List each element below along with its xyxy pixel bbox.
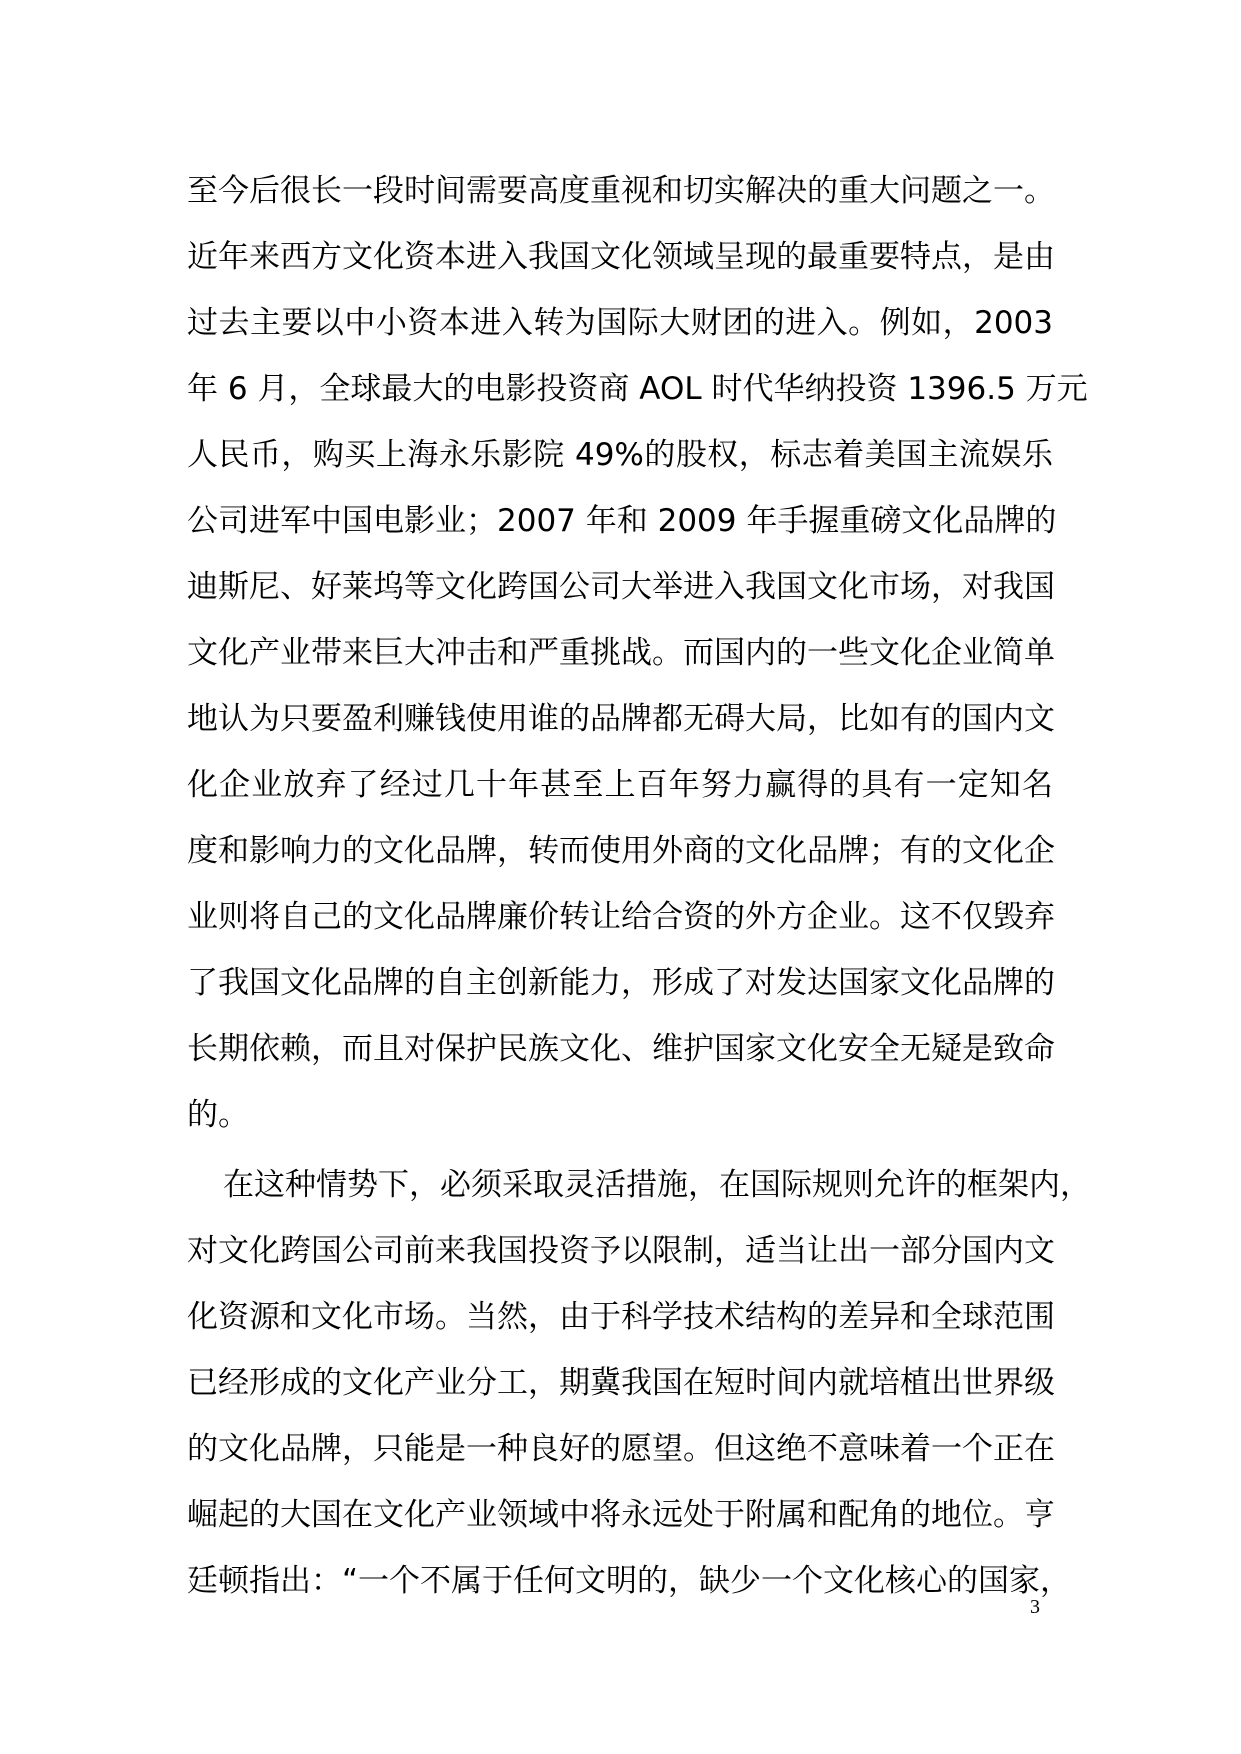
text-line: 人民币，购买上海永乐影院 49%的股权，标志着美国主流娱乐 xyxy=(187,437,1053,473)
text-line: 了我国文化品牌的自主创新能力，形成了对发达国家文化品牌的 xyxy=(187,965,1055,1001)
paragraph-2 xyxy=(187,1152,1091,1614)
text-line: 的文化品牌，只能是一种良好的愿望。但这绝不意味着一个正在 xyxy=(187,1431,1055,1467)
text-line: 文化产业带来巨大冲击和严重挑战。而国内的一些文化企业简单 xyxy=(187,635,1055,671)
text-line: 已经形成的文化产业分工，期冀我国在短时间内就培植出世界级 xyxy=(187,1365,1055,1401)
text-line: 业则将自己的文化品牌廉价转让给合资的外方企业。这不仅毁弃 xyxy=(187,899,1055,935)
text-line: 年 6 月，全球最大的电影投资商 AOL 时代华纳投资 1396.5 万元 xyxy=(187,371,1088,407)
text-line: 过去主要以中小资本进入转为国际大财团的进入。例如，2003 xyxy=(187,305,1053,341)
text-body xyxy=(187,158,1091,1614)
text-line: 化企业放弃了经过几十年甚至上百年努力赢得的具有一定知名 xyxy=(187,767,1053,803)
text-line: 公司进军中国电影业；2007 年和 2009 年手握重磅文化品牌的 xyxy=(187,503,1057,539)
text-line: 至今后很长一段时间需要高度重视和切实解决的重大问题之一。 xyxy=(187,173,1055,209)
page-number: 3 xyxy=(1030,1596,1040,1618)
text-line: 崛起的大国在文化产业领域中将永远处于附属和配角的地位。亨 xyxy=(187,1497,1055,1533)
text-line: 廷顿指出：“一个不属于任何文明的，缺少一个文化核心的国家， xyxy=(187,1563,1072,1599)
text-line: 的。 xyxy=(187,1097,249,1133)
text-line: 对文化跨国公司前来我国投资予以限制，适当让出一部分国内文 xyxy=(187,1233,1055,1269)
text-line: 在这种情势下，必须采取灵活措施，在国际规则允许的框架内， xyxy=(223,1167,1091,1203)
text-line: 近年来西方文化资本进入我国文化领域呈现的最重要特点，是由 xyxy=(187,239,1055,275)
text-line: 长期依赖，而且对保护民族文化、维护国家文化安全无疑是致命 xyxy=(187,1031,1055,1067)
text-line: 度和影响力的文化品牌，转而使用外商的文化品牌；有的文化企 xyxy=(187,833,1055,869)
text-line: 化资源和文化市场。当然，由于科学技术结构的差异和全球范围 xyxy=(187,1299,1055,1335)
paragraph-1 xyxy=(187,158,1088,1148)
text-line: 地认为只要盈利赚钱使用谁的品牌都无碍大局，比如有的国内文 xyxy=(187,701,1055,737)
text-line: 迪斯尼、好莱坞等文化跨国公司大举进入我国文化市场，对我国 xyxy=(187,569,1055,605)
